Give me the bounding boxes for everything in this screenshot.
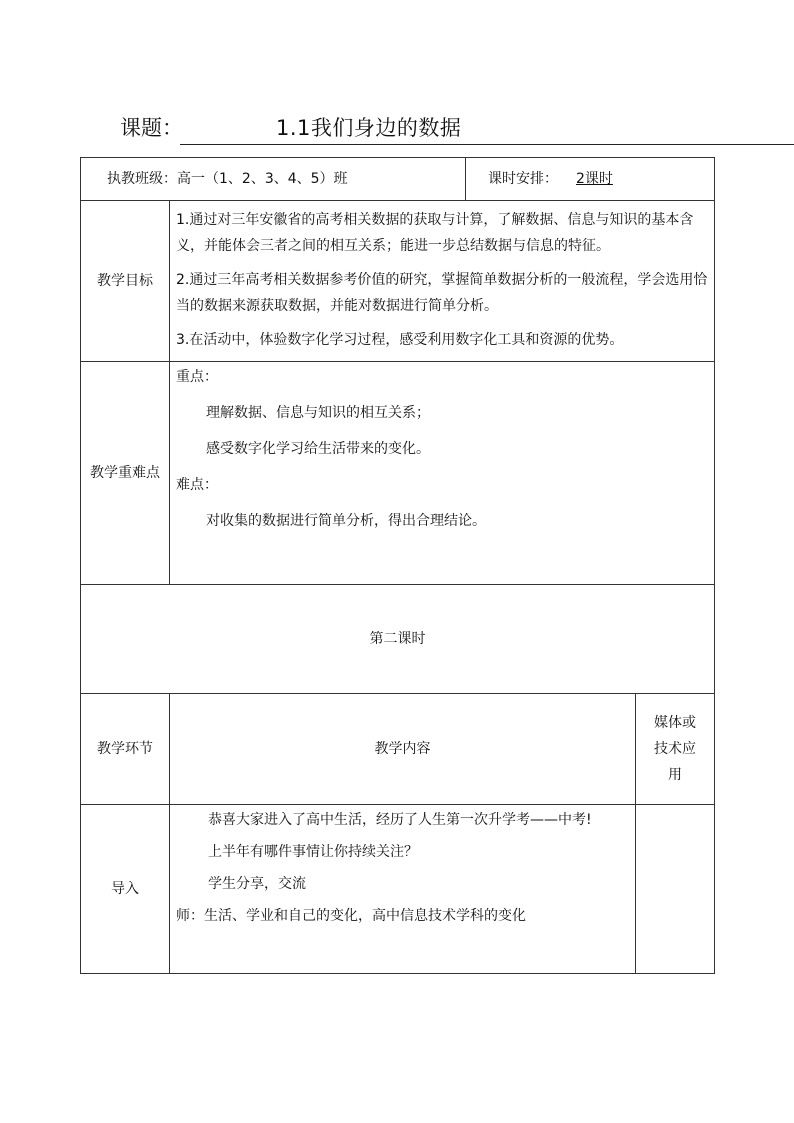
key-point-2: 感受数字化学习给生活带来的变化。 [206,441,430,457]
lesson-plan-table [80,157,715,974]
intro-media [636,805,715,974]
focus-label: 教学重难点 [81,362,170,585]
col-stage-header: 教学环节 [81,694,170,805]
difficult-points-label: 难点： [176,477,218,493]
intro-content [170,805,636,974]
col-media-header: 媒体或技术应用 [636,694,715,805]
intro-line-2: 上半年有哪件事情让你持续关注？ [208,844,418,860]
schedule-label: 课时安排： [488,171,559,187]
session-row [81,585,715,694]
intro-row [81,805,715,974]
goal-item-3: 3.在活动中，体验数字化学习过程，感受利用数字化工具和资源的优势。 [176,332,624,348]
class-cell: 执教班级：高一（1、2、3、4、5）班 [81,158,466,201]
key-point-1: 理解数据、信息与知识的相互关系； [206,405,430,421]
col-content-header: 教学内容 [170,694,636,805]
session-title: 第二课时 [81,585,715,694]
title-underline [180,144,794,145]
schedule-cell [466,158,715,201]
intro-line-4: 师：生活、学业和自己的变化，高中信息技术学科的变化 [176,908,526,924]
column-header-row [81,694,715,805]
goal-item-2: 2.通过三年高考相关数据参考价值的研究，掌握简单数据分析的一般流程，学会选用恰当的数据来源获取数据，并能对数据进行简单分析。 [176,272,708,314]
header-row [81,158,715,201]
intro-line-3: 学生分享，交流 [208,876,306,892]
key-points-label: 重点： [176,369,218,385]
difficult-point-1: 对收集的数据进行简单分析，得出合理结论。 [206,513,486,529]
schedule-value: 2课时 [576,171,613,187]
goals-content [170,201,715,362]
title-label: 课题： [120,116,183,140]
focus-row [81,362,715,585]
title-text: 1.1我们身边的数据 [276,116,462,140]
intro-stage: 导入 [81,805,170,974]
goals-row [81,201,715,362]
goal-item-1: 1.通过对三年安徽省的高考相关数据的获取与计算，了解数据、信息与知识的基本含义，并能体会三者之间的相互关系；能进一步总结数据与信息的特征。 [176,212,694,254]
focus-content [170,362,715,585]
goals-label: 教学目标 [81,201,170,362]
intro-line-1: 恭喜大家进入了高中生活，经历了人生第一次升学考——中考! [208,812,592,828]
lesson-title [120,112,680,148]
